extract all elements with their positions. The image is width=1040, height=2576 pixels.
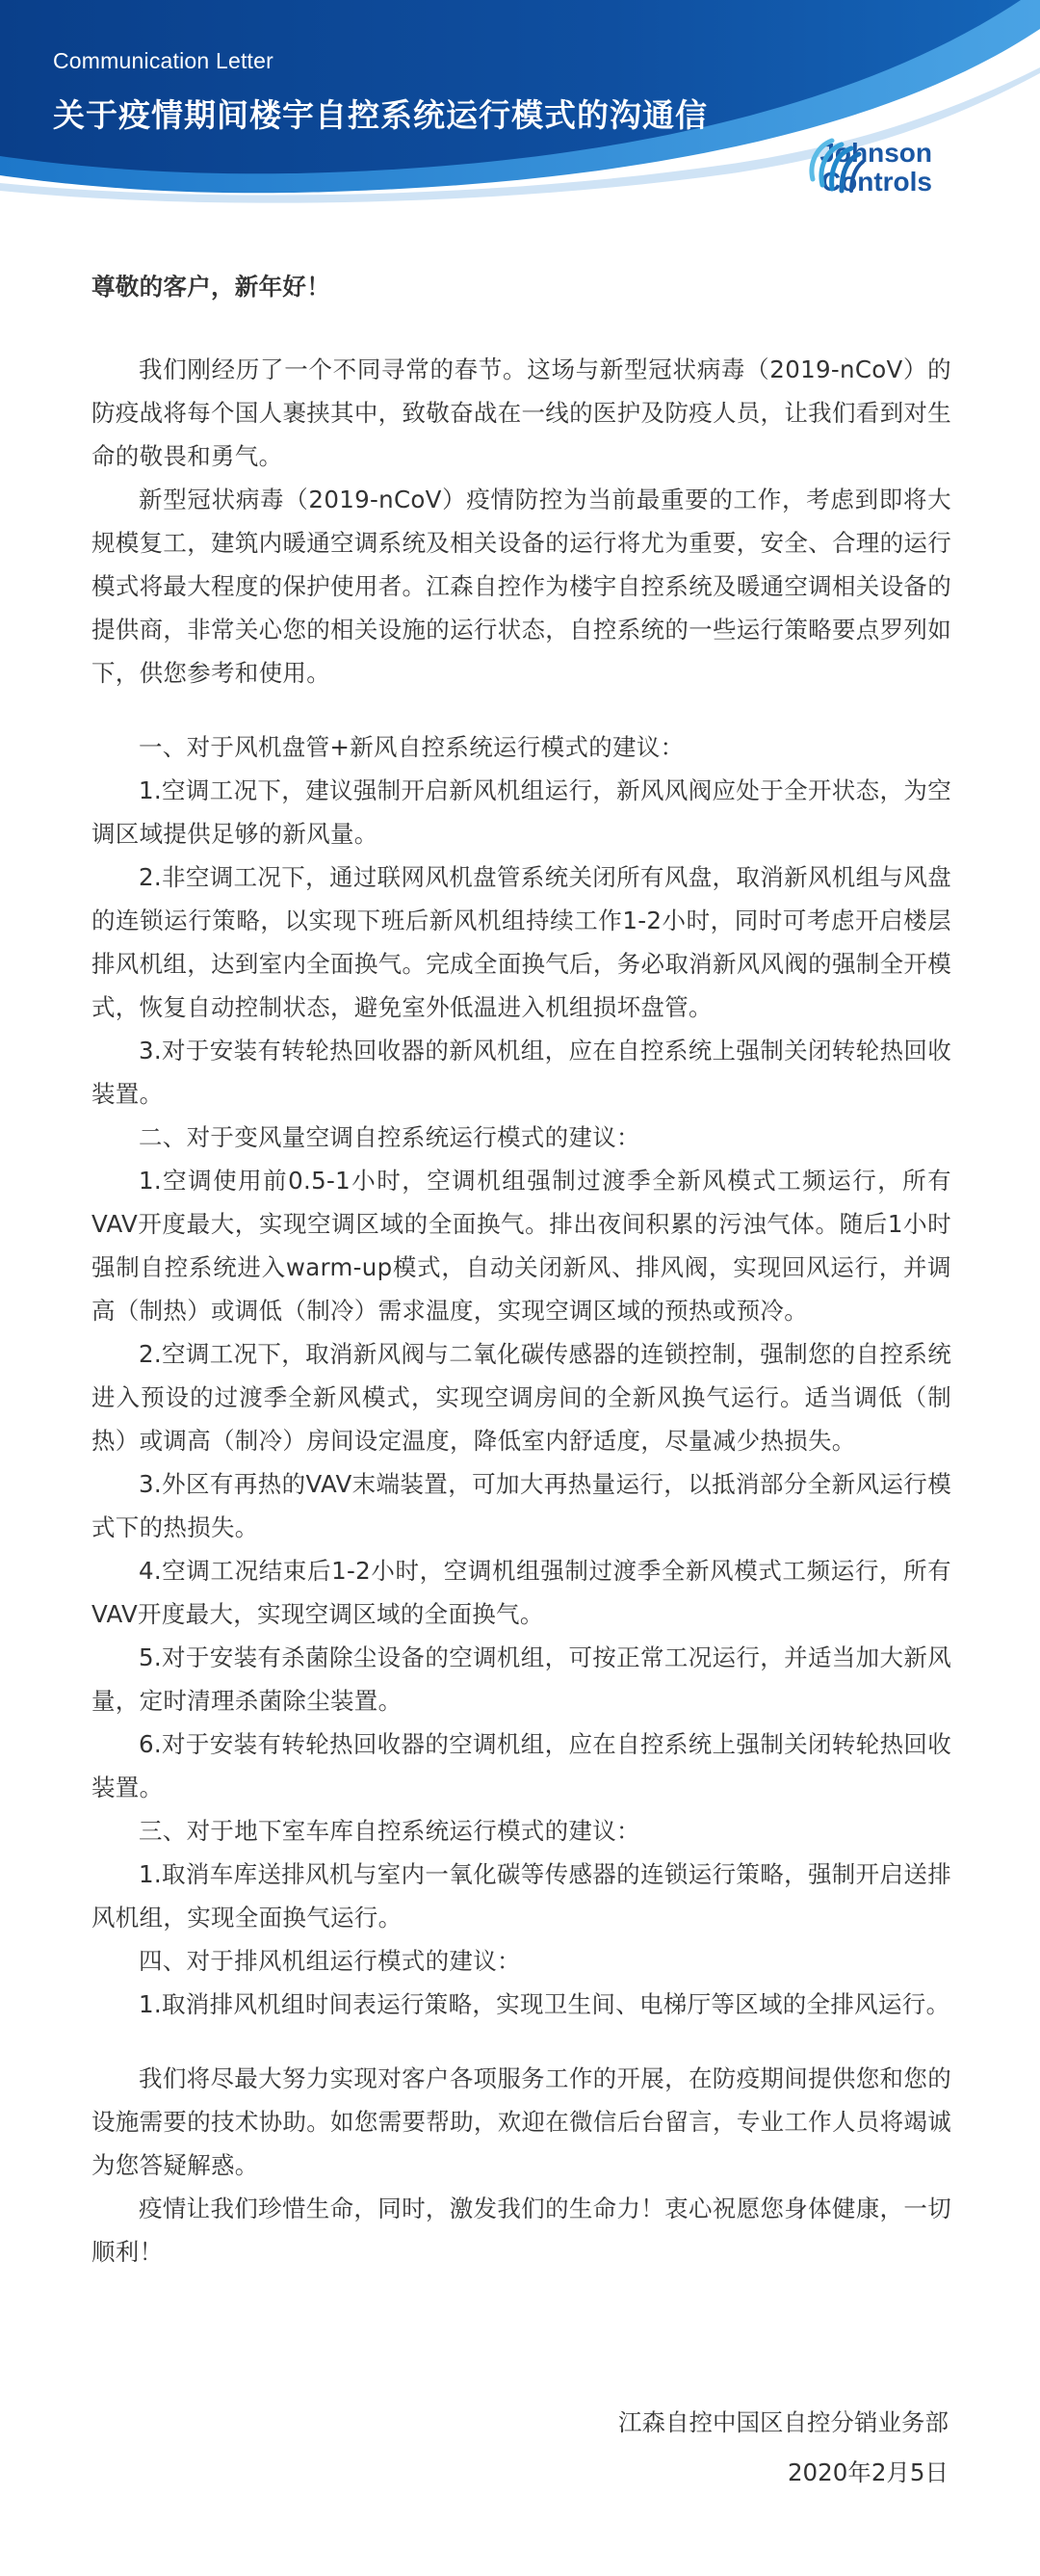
closing-paragraph-2: 疫情让我们珍惜生命，同时，激发我们的生命力！衷心祝愿您身体健康，一切顺利！ [91,2195,951,2266]
section-2-heading: 二、对于变风量空调自控系统运行模式的建议： [139,1123,640,1151]
section-2-item-2: 2.空调工况下，取消新风阀与二氧化碳传感器的连锁控制，强制您的自控系统进入预设的过渡季全新风模式，实现空调房间的全新风换气运行。适当调低（制热）或调高（制冷）房间设定温度，降低室内舒适度，尽量减少热损失。 [91,1340,951,1455]
intro-paragraph-1: 我们刚经历了一个不同寻常的春节。这场与新型冠状病毒（2019-nCoV）的防疫战将每个国人裹挟其中，致敬奋战在一线的医护及防疫人员，让我们看到对生命的敬畏和勇气。 [91,355,951,470]
section-3-item-1: 1.取消车库送排风机与室内一氧化碳等传感器的连锁运行策略，强制开启送排风机组，实现全面换气运行。 [91,1860,951,1932]
logo-line-2: Controls [820,167,932,197]
section-2-item-1: 1.空调使用前0.5-1小时，空调机组强制过渡季全新风模式工频运行，所有VAV开度最大，实现空调区域的全面换气。排出夜间积累的污浊气体。随后1小时强制自控系统进入warm-up模式，自动关闭新风、排风阀，实现回风运行，并调高（制热）或调低（制冷）需求温度，实现空调区域的预热或预冷。 [91,1167,951,1325]
section-3-heading: 三、对于地下室车库自控系统运行模式的建议： [139,1817,640,1845]
signature-date: 2020年2月5日 [787,2458,949,2486]
letter-title: 关于疫情期间楼宇自控系统运行模式的沟通信 [53,96,708,134]
signature-organization: 江森自控中国区自控分销业务部 [618,2408,949,2436]
section-1-item-1: 1.空调工况下，建议强制开启新风机组运行，新风风阀应处于全开状态，为空调区域提供足够的新风量。 [91,776,951,848]
section-1-item-3: 3.对于安装有转轮热回收器的新风机组，应在自控系统上强制关闭转轮热回收装置。 [91,1037,951,1108]
section-4-heading: 四、对于排风机组运行模式的建议： [139,1947,521,1975]
section-2-item-5: 5.对于安装有杀菌除尘设备的空调机组，可按正常工况运行，并适当加大新风量，定时清理杀菌除尘装置。 [91,1643,951,1715]
section-4-item-1: 1.取消排风机组时间表运行策略，实现卫生间、电梯厅等区域的全排风运行。 [139,1990,950,2018]
intro-paragraph-2: 新型冠状病毒（2019-nCoV）疫情防控为当前最重要的工作，考虑到即将大规模复工，建筑内暖通空调系统及相关设备的运行将尤为重要，安全、合理的运行模式将最大程度的保护使用者。江森自控作为楼宇自控系统及暖通空调相关设备的提供商，非常关心您的相关设施的运行状态，自控系统的一些运行策略要点罗列如下，供您参考和使用。 [91,486,951,687]
logo-swirl-icon [805,135,865,197]
greeting: 尊敬的客户，新年好！ [91,273,330,301]
section-2-item-6: 6.对于安装有转轮热回收器的空调机组，应在自控系统上强制关闭转轮热回收装置。 [91,1730,951,1801]
section-1-heading: 一、对于风机盘管+新风自控系统运行模式的建议： [139,733,685,761]
johnson-controls-logo [805,135,1007,212]
header-subtitle: Communication Letter [53,48,273,73]
letter-body [91,265,951,2274]
section-2-item-3: 3.外区有再热的VAV末端装置，可加大再热量运行，以抵消部分全新风运行模式下的热损失。 [91,1470,951,1541]
section-1-item-2: 2.非空调工况下，通过联网风机盘管系统关闭所有风盘，取消新风机组与风盘的连锁运行策略，以实现下班后新风机组持续工作1-2小时，同时可考虑开启楼层排风机组，达到室内全面换气。完成全面换气后，务必取消新风风阀的强制全开模式，恢复自动控制状态，避免室外低温进入机组损坏盘管。 [91,863,951,1021]
closing-paragraph-1: 我们将尽最大努力实现对客户各项服务工作的开展，在防疫期间提供您和您的设施需要的技术协助。如您需要帮助，欢迎在微信后台留言，专业工作人员将竭诚为您答疑解惑。 [91,2064,951,2179]
letter-header [0,0,1040,236]
section-2-item-4: 4.空调工况结束后1-2小时，空调机组强制过渡季全新风模式工频运行，所有VAV开度最大，实现空调区域的全面换气。 [91,1557,951,1628]
logo-line-1: Johnson [819,138,932,168]
